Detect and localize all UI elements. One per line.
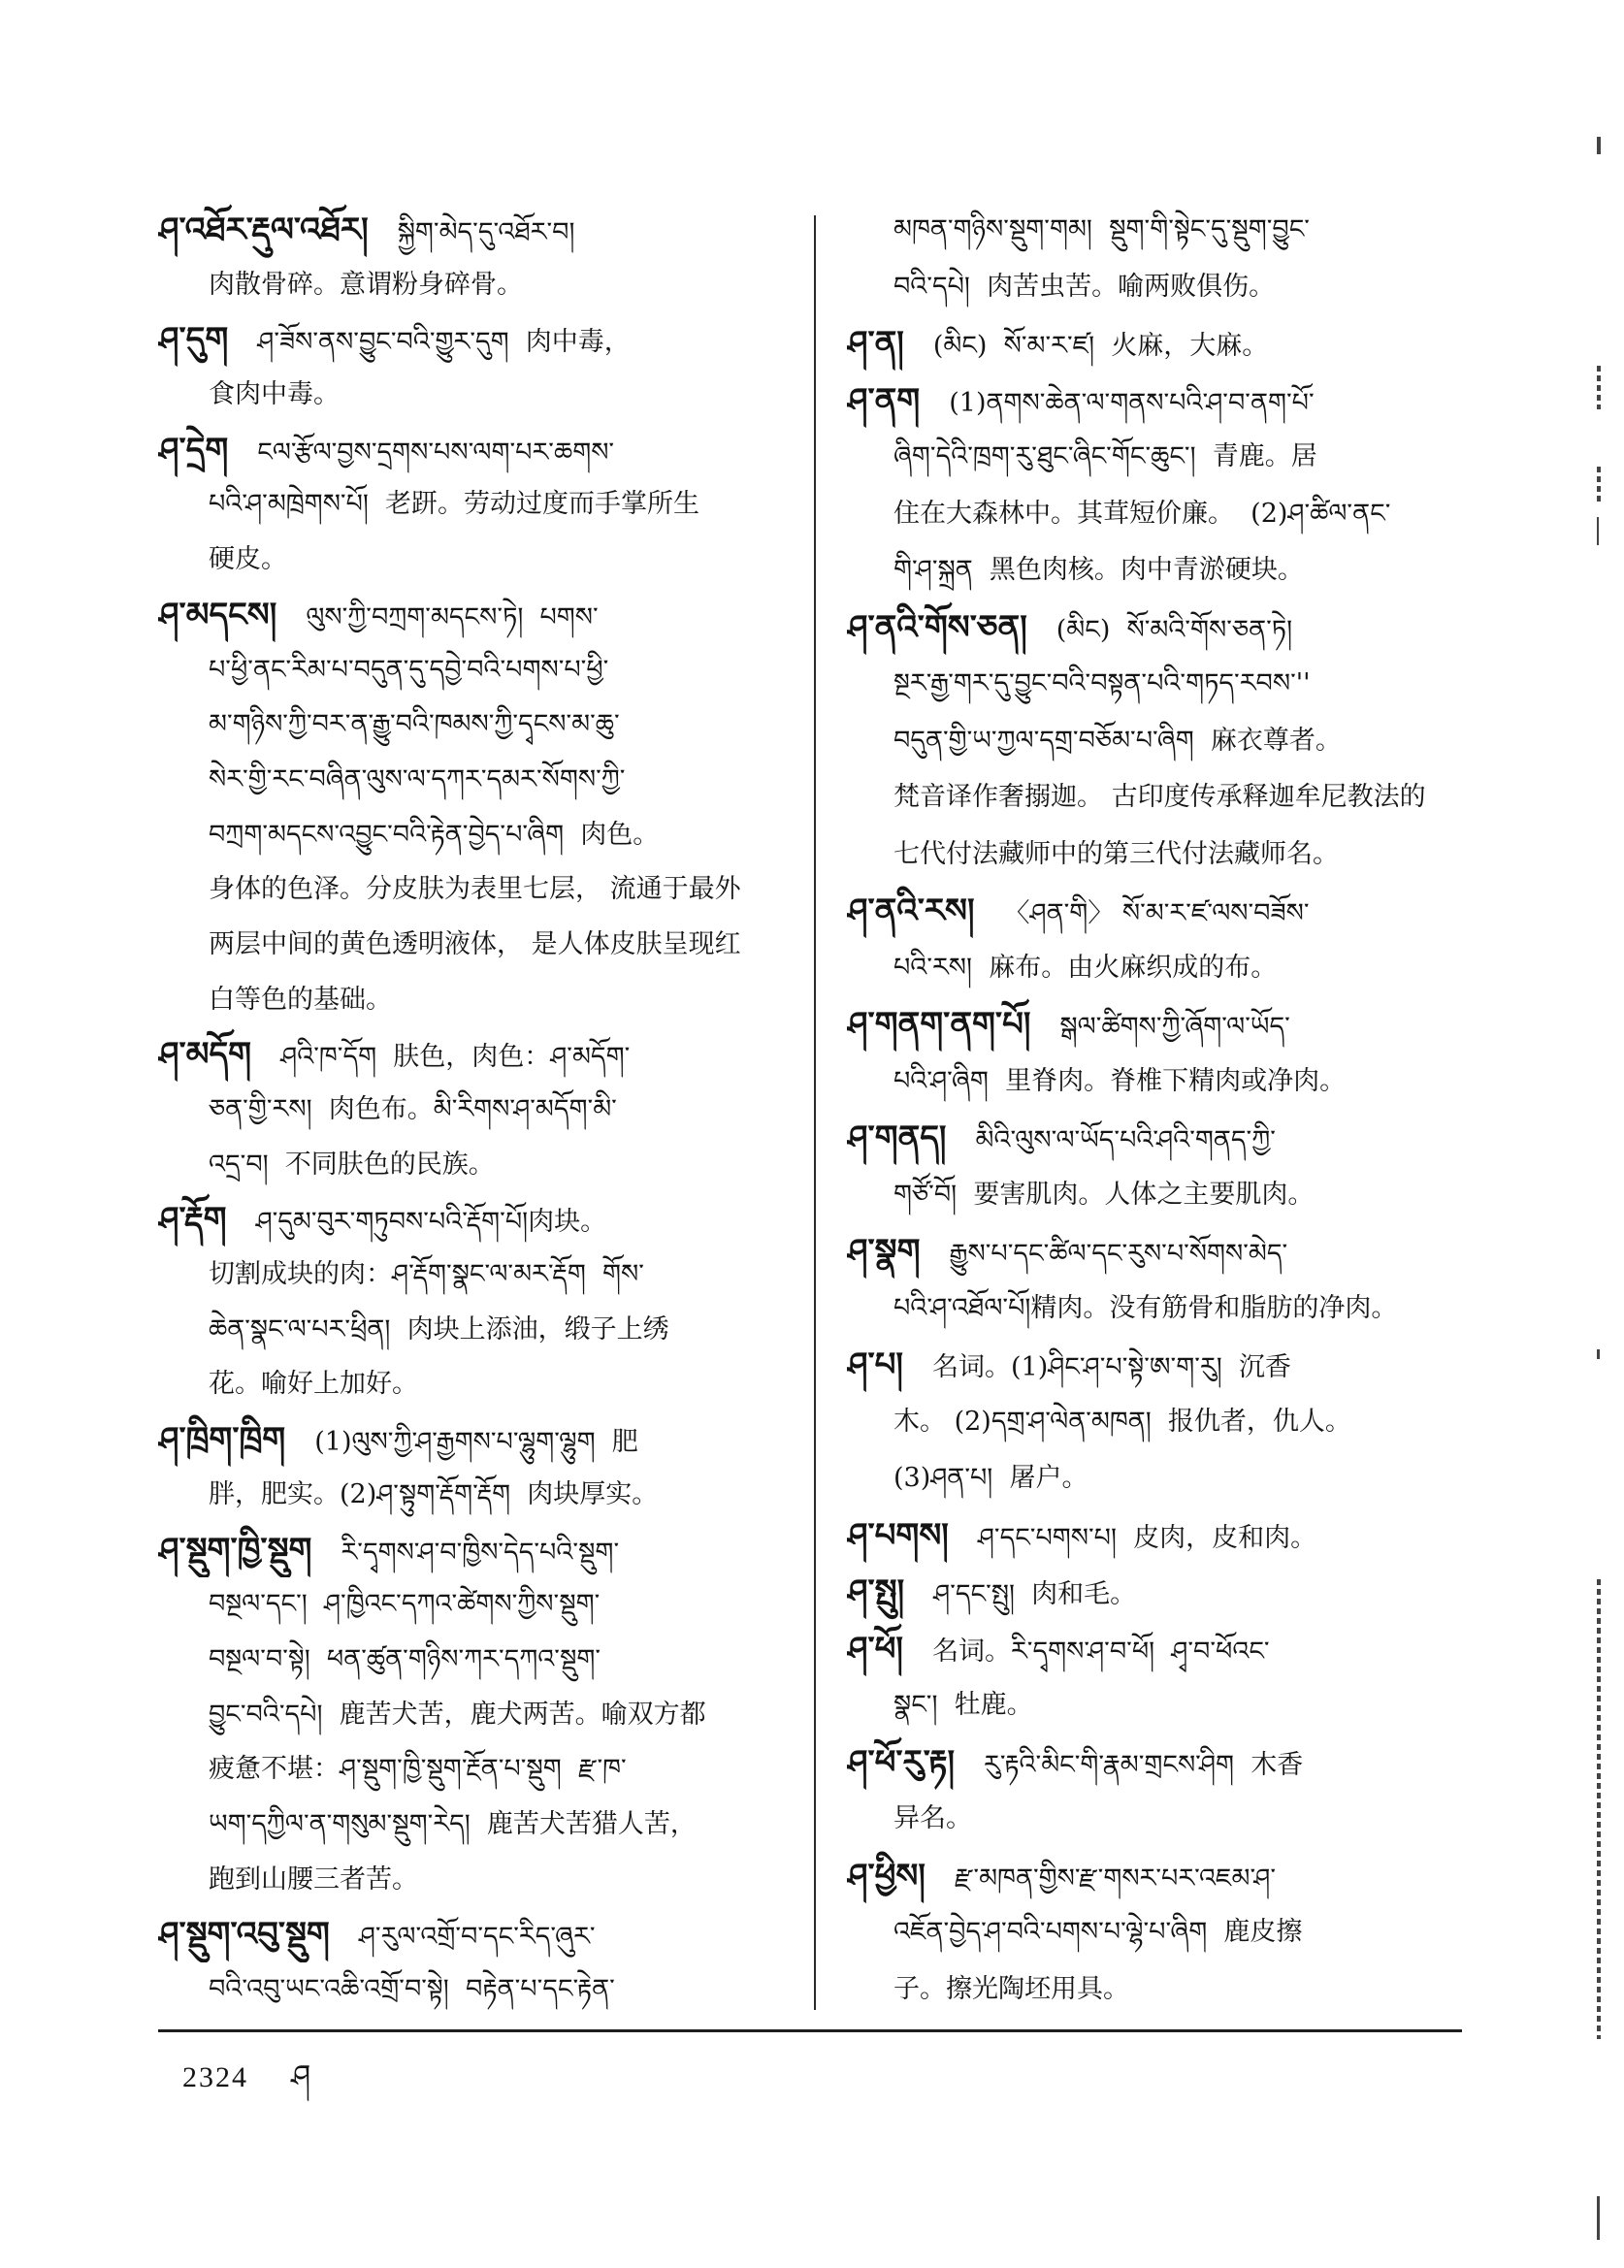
entry-first-line (158, 1027, 783, 1083)
entry-headword: ཤ་གནག་ནག་པོ། (847, 1005, 1031, 1044)
dictionary-entry (847, 373, 1465, 599)
entry-headword: ཤ་ཕྱིས། (847, 1856, 926, 1895)
entry-definition-line: 硬皮。 (209, 544, 287, 575)
entry-definition: ཤ་ཟོས་ནས་བྱུང་བའི་གྱུར་དུག 肉中毒， (257, 327, 631, 358)
entry-definition: 名词。(1)ཤིང་ཤ་པ་སྟེ་ཨ་ག་རུ། 沉香 (931, 1352, 1291, 1382)
entry-definition-line: 疲惫不堪：ཤ་སྡུག་ཁྱི་སྡུག་རྔོན་པ་སྡུག རྫ་ཁ་ (209, 1754, 627, 1785)
entry-first-line (158, 1523, 783, 1578)
dictionary-entry (158, 1412, 783, 1522)
entry-first-line (847, 1621, 1465, 1678)
entry-definition-line: བཀྲག་མདངས་འབྱུང་བའི་རྟེན་བྱེད་པ་ཞིག 肉色。 (209, 819, 660, 850)
entry-definition-line: 子。擦光陶坯用具。 (893, 1973, 1129, 2004)
dictionary-entry (158, 312, 783, 422)
entry-definition: (མིང) སོ་མའི་གོས་ཅན་ཏེ། (1056, 614, 1293, 645)
entry-definition-line: 切割成块的肉：ཤ་རྡོག་སྣང་ལ་མར་རྡོག གོས་ (209, 1259, 644, 1290)
entry-headword: ཤ་སྡུག་འབུ་སྡུག (158, 1915, 330, 1955)
scan-edge-mark (1597, 1579, 1601, 2039)
dictionary-entry (158, 423, 783, 588)
entry-definition-line: སེར་གྱི་རང་བཞིན་ལུས་ལ་དཀར་དམར་སོགས་ཀྱི་ (209, 763, 626, 794)
dictionary-entry (158, 588, 783, 1028)
entry-headword: ཤ་མདངས། (158, 595, 277, 634)
entry-definition-line: ཡག་དཀྱིལ་ན་གསུམ་སྡུག་རེད། 鹿苦犬苦猎人苦， (209, 1808, 697, 1839)
entry-definition-line: 跑到山腰三者苦。 (209, 1863, 418, 1895)
dictionary-entry (847, 1848, 1465, 2019)
entry-definition-line: བསྔལ་དང་། ཤ་ཁྱིའང་དཀའ་ཚེགས་ཀྱིས་སྡུག་ (209, 1589, 601, 1620)
entry-first-line (847, 315, 1465, 373)
entry-definition: ཤ་དང་པགས་པ། 皮肉，皮和肉。 (977, 1522, 1317, 1553)
entry-definition-line: འདྲ་བ། 不同肤色的民族。 (209, 1149, 495, 1180)
entry-headword: ཤ་ནའི་རས། (847, 891, 975, 930)
entry-headword: ཤ་མདོག (158, 1035, 252, 1075)
entry-definition: རི་དྭགས་ཤ་བ་ཁྱིས་དེད་པའི་སྡུག་ (341, 1537, 620, 1568)
footer-rule (158, 2029, 1462, 2032)
dictionary-entry-continued (847, 202, 1465, 315)
entry-definition-line: 木。 (2)དགྲ་ཤ་ལེན་མཁན། 报仇者，仇人。 (893, 1406, 1351, 1437)
entry-headword: ཤ་སྤུ། (847, 1572, 905, 1611)
entry-definition-line: 异名。 (893, 1803, 972, 1833)
entry-definition-line: པའི་ཤ་འཐོལ་པོ།精肉。没有筋骨和脂肪的净肉。 (893, 1292, 1398, 1323)
entry-first-line (847, 1337, 1465, 1394)
entry-definition: རུ་རྟའི་མིང་གི་རྣམ་གྲངས་ཤིག 木香 (984, 1749, 1304, 1780)
entry-definition-line: སྔར་རྒྱ་གར་དུ་བྱུང་བའི་བསྟན་པའི་གཏད་རབས་'' (893, 668, 1311, 698)
entry-definition: ངལ་རྩོལ་བྱས་དྲགས་པས་ལག་པར་ཆགས་ (257, 437, 615, 468)
dictionary-entry (158, 1907, 783, 2017)
column-divider (814, 215, 816, 2010)
entry-headword: ཤ་ཁྲིག་ཁྲིག (158, 1420, 286, 1460)
scan-edge-mark (1597, 467, 1601, 502)
entry-definition: 名词。རི་དྭགས་ཤ་བ་ཕོ། ཤྭ་བ་ཕོའང་ (931, 1636, 1270, 1667)
entry-definition: མིའི་ལུས་ལ་ཡོད་པའི་ཤའི་གནད་ཀྱི་ (975, 1125, 1276, 1155)
entry-first-line (158, 423, 783, 478)
dictionary-entry (847, 1564, 1465, 1621)
entry-definition-line: (3)ཤན་པ། 屠户。 (893, 1463, 1088, 1493)
entry-headword: ཤ་དུག (158, 320, 229, 360)
entry-definition: རྫ་མཁན་གྱིས་རྫ་གསར་པར་འཇམ་ཤ་ (954, 1863, 1276, 1894)
entry-definition-line: 胖，肥实。(2)ཤ་སྟུག་རྡོག་རྡོག 肉块厚实。 (209, 1478, 659, 1509)
entry-definition-line: འཇོན་བྱེད་ཤ་བའི་པགས་པ་ལྷེ་པ་ཞིག 鹿皮擦 (893, 1917, 1303, 1947)
entry-definition-line: 肉散骨碎。意谓粉身碎骨。 (209, 269, 523, 300)
entry-definition-line: བསྔལ་བ་སྟེ། ཕན་ཚུན་གཉིས་ཀར་དཀའ་སྡུག་ (209, 1643, 601, 1674)
entry-definition: (1)ལུས་ཀྱི་ཤ་རྒྱགས་པ་ལྷུག་ལྷུག 肥 (314, 1427, 638, 1458)
entry-headword: ཤ་རྡོག (158, 1200, 227, 1240)
scan-edge-mark (1597, 137, 1601, 154)
dictionary-entry (158, 203, 783, 312)
entry-definition-line: བའི་དཔེ། 肉苦虫苦。喻两败俱伤。 (893, 271, 1276, 302)
entry-first-line (847, 996, 1465, 1053)
entry-definition-line: ཞིག་དེའི་ཁྲག་རུ་ཐུང་ཞིང་གོང་ཆུང་། 青鹿。居 (893, 441, 1317, 471)
entry-definition-line: པ་ཕྱི་ནང་རིམ་པ་བདུན་དུ་དབྱེ་བའི་པགས་པ་ཕྱི་ (209, 654, 609, 685)
entry-first-line (847, 1223, 1465, 1280)
dictionary-entry (847, 1734, 1465, 1848)
entry-first-line (158, 1412, 783, 1468)
entry-headword: ཤ་འཐོར་རྡུལ་འཐོར། (158, 211, 369, 249)
entry-definition: ཤ་དུམ་བུར་གཏུབས་པའི་རྡོག་པོ།肉块。 (255, 1207, 607, 1238)
entry-first-line (847, 1110, 1465, 1167)
section-letter: ཤ (291, 2057, 311, 2094)
scan-edge-mark (1597, 2196, 1600, 2240)
page-number: 2324 (182, 2061, 248, 2093)
dictionary-entry (158, 1523, 783, 1908)
entry-definition: ལུས་ཀྱི་བཀྲག་མདངས་ཏེ། པགས་ (306, 601, 599, 632)
entry-definition-line: 住在大森林中。其茸短价廉。 (2)ཤ་ཚིལ་ནང་ (893, 498, 1391, 529)
entry-first-line (158, 312, 783, 368)
scan-edge-mark (1597, 1349, 1600, 1359)
entry-first-line (847, 599, 1465, 657)
entry-first-line (847, 1734, 1465, 1792)
entry-definition-line: བདུན་གྱི་ཡ་ཀྱལ་དགྲ་བཅོམ་པ་ཞིག 麻衣尊者。 (893, 725, 1342, 756)
entry-first-line (847, 1564, 1465, 1621)
entry-definition: སྐྱིག་མེད་དུ་འཐོར་བ། (397, 217, 575, 247)
entry-definition: ཤ་རུལ་འགྲོ་བ་དང་རིད་ཞུར་ (358, 1922, 596, 1953)
entry-first-line (847, 883, 1465, 940)
entry-headword: ཤ་ན། (847, 324, 904, 363)
entry-definition-line: པའི་རས། 麻布。由火麻织成的布。 (893, 952, 1278, 983)
entry-definition: ཤ་དང་སྤུ། 肉和毛。 (933, 1579, 1137, 1609)
entry-definition-line: 梵音译作奢搦迦。 古印度传承释迦牟尼教法的 (893, 782, 1426, 812)
entry-headword: ཤ་ནའི་གོས་ཅན། (847, 607, 1027, 647)
entry-headword: ཤ་ཕོ་རུ་རྟ། (847, 1742, 956, 1782)
entry-definition-line: སྣང་། 牡鹿。 (893, 1690, 1033, 1720)
entry-definition-line: 两层中间的黄色透明液体， 是人体皮肤呈现红 (209, 928, 741, 959)
entry-definition-line: ཅན་གྱི་རས། 肉色布。མི་རིགས་ཤ་མདོག་མི་ (209, 1094, 617, 1124)
dictionary-entry (158, 1027, 783, 1192)
entry-definition: རྒྱུས་པ་དང་ཚིལ་དང་རུས་པ་སོགས་མེད་ (949, 1239, 1288, 1269)
dictionary-entry (847, 1223, 1465, 1337)
entry-headword: ཤ་ནག (847, 380, 921, 420)
entry-headword: ཤ་པགས། (847, 1515, 949, 1555)
entry-definition-line: མཁན་གཉིས་སྡུག་གམ། སྡུག་གི་སྟེང་དུ་སྡུག་བྱུང་ (893, 214, 1310, 244)
entry-definition-line: གཙོ་བོ། 要害肌肉。人体之主要肌肉。 (893, 1179, 1315, 1210)
entry-headword: ཤ་ཕོ། (847, 1629, 903, 1669)
entry-first-line (847, 1507, 1465, 1565)
entry-definition: ཤའི་ཁ་དོག 肤色，肉色：ཤ་མདོག་ (280, 1042, 631, 1073)
entry-headword: ཤ་དྲེག (158, 430, 229, 470)
entry-first-line (158, 203, 783, 258)
entry-definition: སྒལ་ཚིགས་ཀྱི་ཞོག་ལ་ཡོད་ (1059, 1012, 1290, 1042)
entry-headword: ཤ་པ། (847, 1345, 903, 1384)
dictionary-entry (847, 1337, 1465, 1507)
dictionary-entry (847, 883, 1465, 996)
entry-headword: ཤ་སྣག (847, 1232, 921, 1271)
entry-definition-line: པའི་ཤ་ཞིག 里脊肉。脊椎下精肉或净肉。 (893, 1065, 1347, 1096)
entry-definition-line: ཆེན་སྣང་ལ་པར་ཕྲིན། 肉块上添油，缎子上绣 (209, 1313, 669, 1345)
dictionary-entry (847, 1110, 1465, 1223)
entry-first-line (158, 1192, 783, 1247)
dictionary-entry (847, 996, 1465, 1110)
entry-definition: (མིང) སོ་མ་ར་ཛ། 火麻，大麻。 (932, 331, 1269, 361)
entry-definition-line: མ་གཉིས་ཀྱི་བར་ན་རྒྱུ་བའི་ཁམས་ཀྱི་དྭངས་མ་ཆུ་ (209, 709, 620, 740)
dictionary-entry (158, 1192, 783, 1412)
dictionary-entry (847, 315, 1465, 373)
entry-definition-line: བའི་འབུ་ཡང་འཆི་འགྲོ་བ་སྟེ། བརྟེན་པ་དང་རྟེན་ (209, 1974, 615, 2004)
dictionary-entry (847, 1621, 1465, 1734)
entry-definition-line: 七代付法藏师中的第三代付法藏师名。 (893, 838, 1339, 869)
entry-definition-line: 白等色的基础。 (209, 984, 392, 1015)
entry-headword: ཤ་སྡུག་ཁྱི་སྡུག (158, 1530, 312, 1570)
entry-definition-line: བྱུང་བའི་དཔེ། 鹿苦犬苦，鹿犬两苦。喻双方都 (209, 1699, 706, 1730)
dictionary-entry (847, 599, 1465, 884)
entry-definition: 〈ཤན་གི〉 སོ་མ་ར་ཛ་ལས་བཟོས་ (1003, 898, 1310, 928)
dictionary-entry (847, 1507, 1465, 1565)
entry-definition-line: གི་ཤ་སྐྲན 黑色肉核。肉中青淤硬块。 (893, 555, 1304, 585)
scan-edge-mark (1597, 517, 1599, 545)
entry-first-line (158, 588, 783, 643)
entry-first-line (158, 1907, 783, 1962)
right-column (847, 202, 1465, 2018)
entry-definition-line: 食肉中毒。 (209, 379, 340, 410)
left-column (158, 203, 783, 2018)
entry-definition-line: 身体的色泽。分皮肤为表里七层， 流通于最外 (209, 874, 741, 905)
entry-first-line (847, 1848, 1465, 1905)
scan-edge-mark (1597, 366, 1601, 409)
entry-definition: (1)ནགས་ཆེན་ལ་གནས་པའི་ཤ་བ་ནག་པོ་ (949, 387, 1315, 418)
entry-definition-line: 花。喻好上加好。 (209, 1369, 418, 1400)
entry-headword: ཤ་གནད། (847, 1118, 947, 1157)
entry-definition-line: པའི་ཤ་མཁྲེགས་པོ། 老趼。劳动过度而手掌所生 (209, 489, 700, 520)
entry-first-line (847, 373, 1465, 430)
